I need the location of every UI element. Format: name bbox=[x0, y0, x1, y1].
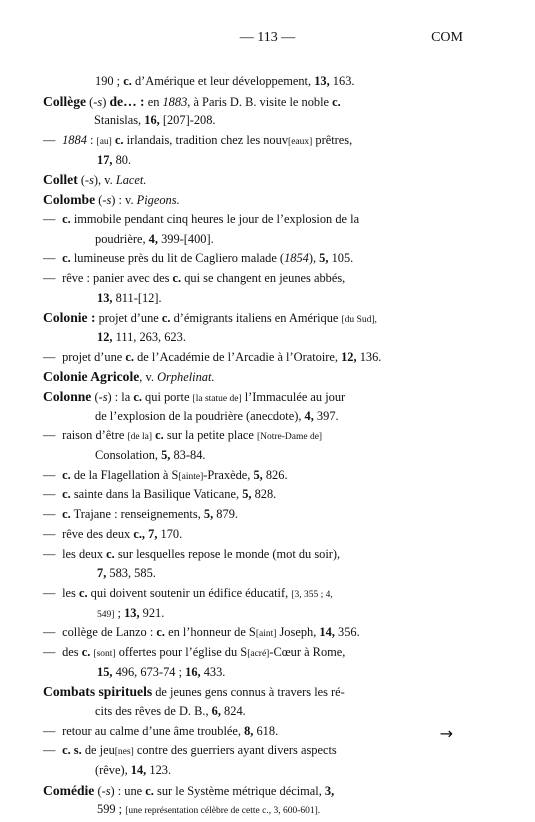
index-line: (rêve), 14, 123. bbox=[95, 763, 172, 778]
index-line: Combats spirituels de jeunes gens connus à travers les ré- bbox=[43, 684, 345, 700]
index-line: poudrière, 4, 399-[400]. bbox=[95, 231, 214, 246]
index-line: — raison d’être [de la] c. sur la petite place [Notre-Dame de] bbox=[43, 428, 323, 443]
section-code: COM bbox=[431, 30, 463, 45]
arrow-right-icon[interactable]: → bbox=[439, 724, 453, 743]
index-line: Colombe (-s) : v. Pigeons. bbox=[43, 192, 180, 208]
page-header bbox=[0, 30, 535, 50]
index-line: 15, 496, 673-74 ; 16, 433. bbox=[97, 664, 226, 679]
index-line: — c. Trajane : renseignements, 5, 879. bbox=[43, 507, 238, 522]
index-line: Colonie : projet d’une c. d’émigrants italiens en Amérique [du Sud], bbox=[43, 310, 377, 326]
index-line: — rêve : panier avec des c. qui se changent en jeunes abbés, bbox=[43, 270, 346, 285]
index-line: Stanislas, 16, [207]-208. bbox=[94, 113, 216, 128]
index-line: 13, 811-[12]. bbox=[97, 290, 162, 305]
index-line: cits des rêves de D. B., 6, 824. bbox=[95, 704, 246, 718]
index-line: de l’explosion de la poudrière (anecdote), 4, 397. bbox=[95, 408, 339, 423]
index-line: — c. de la Flagellation à S[ainte]-Praxède, 5, 826. bbox=[43, 467, 288, 482]
index-line: 17, 80. bbox=[97, 152, 132, 167]
index-line: — c. lumineuse près du lit de Cagliero malade (1854), 5, 105. bbox=[43, 251, 354, 266]
index-line: — retour au calme d’une âme troublée, 8, 618. bbox=[43, 723, 279, 738]
index-line: 549] ; 13, 921. bbox=[97, 605, 165, 620]
index-line: Colonne (-s) : la c. qui porte [la statue de] l’Immaculée au jour bbox=[43, 389, 346, 404]
index-line: — c. s. de jeu[nes] contre des guerriers ayant divers aspects bbox=[43, 743, 337, 758]
index-line: — les c. qui doivent soutenir un édifice éducatif, [3, 355 ; 4, bbox=[43, 585, 333, 600]
index-line: — 1884 : [au] c. irlandais, tradition chez les nouv[eaux] prêtres, bbox=[43, 133, 353, 148]
index-line: 599 ; [une représentation célèbre de cette c., 3, 600-601]. bbox=[97, 802, 321, 817]
index-line: Colonie Agricole, v. Orphelinat. bbox=[43, 369, 215, 385]
index-line: — des c. [sont] offertes pour l’église du S[acré]-Cœur à Rome, bbox=[43, 644, 346, 659]
index-line: 12, 111, 263, 623. bbox=[97, 329, 186, 344]
index-line: — projet d’une c. de l’Académie de l’Arcadie à l’Oratoire, 12, 136. bbox=[43, 349, 382, 364]
index-line: — rêve des deux c., 7, 170. bbox=[43, 526, 183, 541]
index-line: 190 ; c. d’Amérique et leur développement, 13, 163. bbox=[95, 74, 355, 88]
index-line: — les deux c. sur lesquelles repose le monde (mot du soir), bbox=[43, 546, 341, 561]
index-line: — collège de Lanzo : c. en l’honneur de S[aint] Joseph, 14, 356. bbox=[43, 625, 360, 640]
index-line: Consolation, 5, 83-84. bbox=[95, 448, 206, 463]
index-line: Comédie (-s) : une c. sur le Système métrique décimal, 3, bbox=[43, 782, 335, 798]
index-line: — c. sainte dans la Basilique Vaticane, 5, 828. bbox=[43, 487, 277, 502]
index-entries bbox=[43, 72, 473, 820]
page-number: — 113 — bbox=[239, 30, 296, 45]
index-line: 7, 583, 585. bbox=[97, 566, 156, 581]
index-line: Collet (-s), v. Lacet. bbox=[43, 172, 147, 188]
index-line: — c. immobile pendant cinq heures le jour de l’explosion de la bbox=[43, 211, 360, 226]
index-line: Collège (-s) de… : en 1883, à Paris D. B. visite le noble c. bbox=[43, 93, 341, 109]
